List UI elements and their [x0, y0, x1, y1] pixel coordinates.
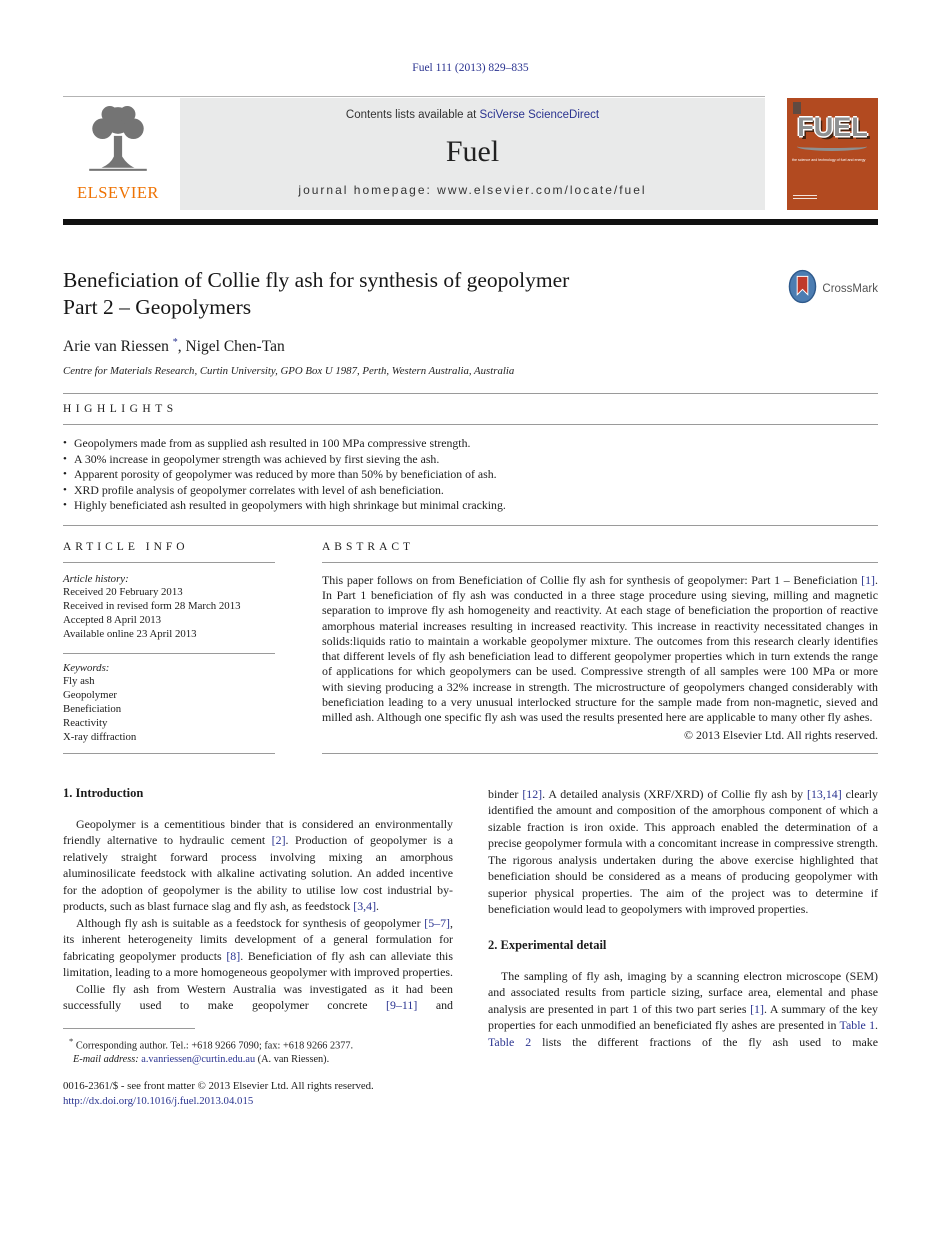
keyword-item: Geopolymer	[63, 689, 117, 702]
footnote-mark: *	[69, 1035, 74, 1046]
article-info-column	[63, 541, 275, 754]
reference-link[interactable]: [5–7]	[424, 915, 451, 930]
text-segment: .	[376, 899, 380, 914]
affiliation: Centre for Materials Research, Curtin University, GPO Box U 1987, Perth, Western Australia, Australia	[63, 365, 515, 378]
reference-link[interactable]: [13,14]	[807, 786, 842, 801]
fuel-journal-cover	[787, 98, 878, 210]
reference-link[interactable]: [1]	[750, 1001, 764, 1016]
highlights-list	[63, 436, 878, 514]
experimental-paragraph	[488, 968, 878, 1051]
issn-line: 0016-2361/$ - see front matter © 2013 Elsevier Ltd. All rights reserved.	[63, 1079, 374, 1092]
body-right-column	[488, 786, 878, 1109]
crossmark-label: CrossMark	[822, 283, 878, 295]
text-segment: clearly identified the amount and composition of the amorphous component of which a sizable fraction is iron oxide. This approach enabled the determination of a precise geopolymer formula with a concomitant increase in compressive strength. The rigorous analysis undertaken during the above exercise highlighted that beneficiation should be considered as a means of producing geopolymer with superior physical properties. The aim of the project was to determine if beneficiation would lead to geopolymers with improved properties.	[488, 786, 878, 917]
corresponding-author-note	[63, 1035, 453, 1053]
email-link[interactable]: a.vanriessen@curtin.edu.au	[141, 1053, 256, 1065]
reference-link[interactable]: [9–11]	[386, 998, 418, 1013]
reference-link[interactable]: [8]	[226, 948, 241, 963]
intro-paragraph-3	[63, 981, 453, 1014]
elsevier-logo	[63, 98, 173, 210]
author-name: , Nigel Chen-Tan	[177, 338, 285, 356]
article-title	[63, 267, 878, 321]
journal-header	[63, 98, 878, 210]
email-line	[63, 1053, 453, 1067]
doi-link[interactable]: http://dx.doi.org/10.1016/j.fuel.2013.04.015	[63, 1094, 254, 1107]
text-segment: lists the different fractions of the fly ash used to make	[531, 1034, 879, 1049]
cover-tagline: the science and technology of fuel and energy	[792, 158, 866, 163]
reference-link[interactable]: [1]	[861, 572, 876, 587]
elsevier-wordmark: ELSEVIER	[77, 183, 159, 202]
elsevier-tree-icon	[82, 104, 154, 181]
experimental-heading: 2. Experimental detail	[488, 937, 607, 952]
text-segment: . A detailed analysis (XRF/XRD) of Collie fly ash by	[542, 786, 808, 801]
header-divider-bar	[63, 219, 878, 225]
article-body	[63, 786, 878, 1109]
table-link[interactable]: Table 1	[839, 1018, 876, 1033]
journal-homepage-line[interactable]: journal homepage: www.elsevier.com/locate/fuel	[298, 183, 647, 197]
table-link[interactable]: Table 2	[488, 1034, 532, 1049]
highlights-heading: HIGHLIGHTS	[63, 403, 178, 416]
contents-prefix: Contents lists available at	[345, 109, 480, 121]
abstract-copyright: © 2013 Elsevier Ltd. All rights reserved.	[684, 727, 878, 742]
text-segment: . Beneficiation of fly ash can alleviate this limitation, leading to a more homogeneous geopolymer with improved properties.	[63, 948, 453, 980]
introduction-heading: 1. Introduction	[63, 785, 144, 800]
text-segment: . In Part 1 beneficiation of fly ash was conducted in a three stage procedure using sieving, milling and magnetic separation to improve fly ash homogeneity and reactivity. At each stage of beneficiation the proportion of reactive amorphous material increases resulting in increased reactivity. This increase in reactivity necessitated changes in solids:liquids ratio to maintain a workable geopolymer mixture. The outcomes from this research clearly identifies that different levels of fly ash beneficiation lead to different geopolymer properties which in turn extends the range of applications for which geopolymers can be used. Compressive strength of all samples were 100 MPa or more with sieving producing a 32% increase in strength. The microstructure of geopolymers changed considerably with beneficiation leading to a very unusual interlocked structure for the sample made from non-magnetic, sieved and milled ash. Although one specific fly ash was used the results presented here are applicable to many other fly ashes.	[322, 572, 878, 725]
history-item: Accepted 8 April 2013	[63, 614, 162, 627]
text-segment: . Production of geopolymer is a relatively straight forward process involving mixing an amorphous aluminosilicate feedstock with alkaline activating solution. An added incentive for the adoption of geopolymer is the ability to utilise low cost industrial by-products, such as blast furnace slag and fly ash, as feedstock	[63, 833, 453, 914]
intro-paragraph-2	[63, 915, 453, 981]
highlight-item: • A 30% increase in geopolymer strength was achieved by first sieving the ash.	[63, 452, 878, 468]
reference-link[interactable]: [12]	[522, 786, 543, 801]
title-line-1: Beneficiation of Collie fly ash for synthesis of geopolymer	[63, 268, 570, 292]
text-segment: . A summary of the key properties for each unmodified an beneficiated fly ashes are presented in	[488, 1001, 878, 1033]
highlight-item: • Highly beneficiated ash resulted in geopolymers with high shrinkage but minimal cracking.	[63, 498, 878, 514]
text-segment: Collie fly ash from Western Australia was investigated as it had been successfully used to make geopolymer concrete	[63, 981, 453, 1013]
email-label: E-mail address:	[73, 1053, 139, 1065]
cover-footer-marks	[793, 195, 817, 201]
corresponding-author-mark[interactable]: *	[172, 337, 178, 348]
intro-paragraph-1	[63, 816, 453, 915]
reference-link[interactable]: [3,4]	[353, 899, 377, 914]
article-info-heading: ARTICLE INFO	[63, 541, 275, 563]
text-segment: Although fly ash is suitable as a feedstock for synthesis of geopolymer	[76, 915, 425, 930]
text-segment: This paper follows on from Beneficiation of Collie fly ash for synthesis of geopolymer: Part 1 – Beneficiation	[322, 572, 862, 587]
text-segment: The sampling of fly ash, imaging by a scanning electron microscope (SEM) and associated results from particle sizing, surface area, elemental and phase analysis are presented in part 1 of this two part series	[488, 968, 878, 1016]
journal-title: Fuel	[445, 135, 500, 168]
cover-title: FUEL	[797, 112, 868, 142]
text-segment: and	[417, 998, 453, 1013]
footnote-text: Corresponding author. Tel.: +618 9266 7090; fax: +618 9266 2377.	[73, 1040, 354, 1052]
section-rule	[63, 424, 878, 425]
keyword-item: X-ray diffraction	[63, 730, 137, 743]
title-block	[63, 267, 878, 377]
keywords-block	[63, 653, 275, 745]
body-left-column	[63, 786, 453, 1109]
authors-line	[63, 337, 878, 356]
footnote-rule	[63, 1028, 195, 1029]
keyword-item: Beneficiation	[63, 703, 122, 716]
keyword-item: Fly ash	[63, 675, 95, 688]
journal-citation: Fuel 111 (2013) 829–835	[412, 62, 529, 74]
highlight-item: • Apparent porosity of geopolymer was reduced by more than 50% by beneficiation of ash.	[63, 467, 878, 483]
text-segment: Geopolymer is a cementitious binder that is considered an environmentally friendly alternative to hydraulic cement	[63, 816, 453, 848]
sciverse-sciencedirect-link[interactable]: SciVerse ScienceDirect	[479, 109, 600, 121]
history-item: Available online 23 April 2013	[63, 627, 197, 640]
abstract-text	[322, 573, 878, 726]
highlight-item: • XRD profile analysis of geopolymer correlates with level of ash beneficiation.	[63, 483, 878, 499]
header-band	[180, 98, 765, 210]
text-segment: , its inherent heterogeneity limits development of a general formulation for fabricating geopolymer products	[63, 915, 453, 963]
section-rule	[63, 525, 878, 526]
reference-link[interactable]: [2]	[271, 833, 286, 848]
article-history-label: Article history:	[63, 572, 129, 585]
text-segment: .	[875, 1018, 878, 1033]
history-item: Received in revised form 28 March 2013	[63, 600, 241, 613]
history-item: Received 20 February 2013	[63, 586, 183, 599]
info-abstract-section	[63, 541, 878, 754]
author-name: Arie van Riessen	[63, 338, 173, 356]
page-footer	[63, 1079, 453, 1109]
keyword-item: Reactivity	[63, 716, 108, 729]
abstract-column	[322, 541, 878, 754]
keywords-label: Keywords:	[63, 661, 110, 674]
contents-line	[180, 109, 765, 121]
continuation-paragraph	[488, 786, 878, 918]
title-line-2: Part 2 – Geopolymers	[63, 295, 252, 319]
footnote	[63, 1028, 453, 1067]
highlight-item: • Geopolymers made from as supplied ash resulted in 100 MPa compressive strength.	[63, 436, 878, 452]
email-tail: (A. van Riessen).	[255, 1053, 330, 1065]
section-rule	[63, 393, 878, 394]
abstract-heading: ABSTRACT	[322, 541, 878, 563]
crossmark-badge[interactable]	[788, 269, 878, 309]
crossmark-icon	[788, 269, 817, 309]
cover-swoosh	[797, 142, 867, 151]
text-segment: binder	[488, 786, 523, 801]
